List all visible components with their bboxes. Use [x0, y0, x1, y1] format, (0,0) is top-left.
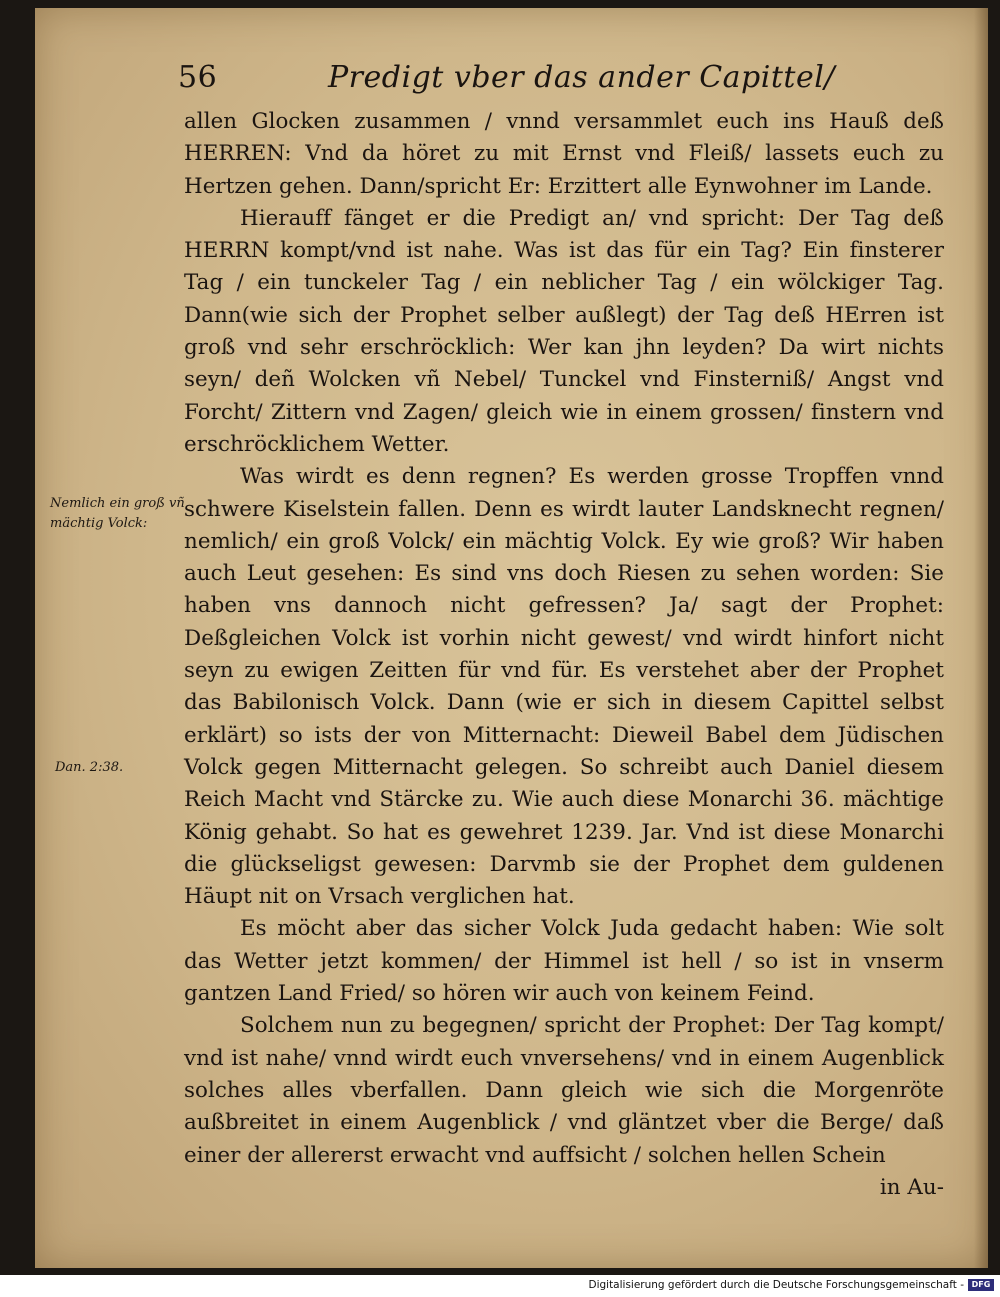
paragraph: Hierauff fänget er die Predigt an/ vnd spricht: Der Tag deß HERRN kompt/vnd ist nahe. Was ist das für ein Tag? Ein finsterer Tag / ein tunckeler Tag / ein neblicher Tag / ein wölckiger Tag. Dann(wie sich der Prophet selber außlegt) der Tag deß HErren ist groß vnd sehr erschröcklich: Wer kan jhn leyden? Da wirt nichts seyn/ deñ Wolcken vñ Nebel/ Tunckel vnd Finsterniß/ Angst vnd Forcht/ Zittern vnd Zagen/ gleich wie in einem grossen/ finstern vnd erschröcklichem Wetter. — [184, 205, 944, 457]
catchword: in Au- — [879, 1174, 944, 1200]
marginal-reference: Dan. 2:38. — [55, 760, 124, 775]
paragraph: Was wirdt es denn regnen? Es werden grosse Tropffen vnnd schwere Kiselstein fallen. Denn es wirdt lauter Landsknecht regnen/ nemlich/ ein groß Volck/ ein mächtig Volck. Ey wie groß? Wir haben auch Leut gesehen: Es sind vns doch Riesen zu sehen worden: Sie haben vns dannoch nicht gefressen? Ja/ sagt der Prophet: Deßgleichen Volck ist vorhin nicht gewest/ vnd wirdt hinfort nicht seyn zu ewigen Zeitten für vnd für. Es verstehet aber der Prophet das Babilonisch Volck. Dann (wie er sich in diesem Capittel selbst erklärt) so ists der von Mitternacht: Dieweil Babel dem Jüdischen Volck gegen Mitternacht gelegen. So schreibt auch Daniel diesem Reich Macht vnd Stärcke zu. Wie auch diese Monarchi 36. mächtige König gehabt. So hat es gewehret 1239. Jar. Vnd ist diese Monarchi die glückseligst gewesen: Darvmb sie der Prophet dem guldenen Häupt nit on Vrsach verglichen hat. — [184, 464, 944, 910]
page-edge-shadow — [974, 8, 988, 1268]
dfg-logo: DFG — [968, 1279, 994, 1291]
running-head: Predigt vber das ander Capittel/ — [328, 60, 835, 95]
paragraph: allen Glocken zusammen / vnnd versammlet euch ins Hauß deß HERREN: Vnd da höret zu mit Ernst vnd Fleiß/ lassets euch zu Hertzen gehen. Dann/spricht Er: Erzittert alle Eynwohner im Lande. — [184, 109, 944, 199]
footer-bar — [0, 1275, 1000, 1297]
paragraph: Es möcht aber das sicher Volck Juda gedacht haben: Wie solt das Wetter jetzt kommen/ der Himmel ist hell / so ist in vnserm gantzen Land Fried/ so hören wir auch von keinem Feind. — [184, 916, 944, 1007]
paragraph: Solchem nun zu begegnen/ spricht der Prophet: Der Tag kompt/ vnd ist nahe/ vnnd wirdt euch vnversehens/ vnd in einem Augenblick solches alles vberfallen. Dann gleich wie sich die Morgenröte außbreitet in einem Augenblick / vnd gläntzet vber die Berge/ daß einer der allererst erwacht vnd auffsicht / solchen hellen Schein — [184, 1013, 944, 1168]
page-header — [178, 60, 938, 100]
marginal-note: Nemlich ein groß vñ mächtig Volck: — [50, 496, 185, 531]
funding-credit: Digitalisierung gefördert durch die Deutsche Forschungsgemeinschaft - — [588, 1279, 964, 1291]
body-text — [184, 106, 944, 1204]
page-number: 56 — [178, 60, 218, 95]
